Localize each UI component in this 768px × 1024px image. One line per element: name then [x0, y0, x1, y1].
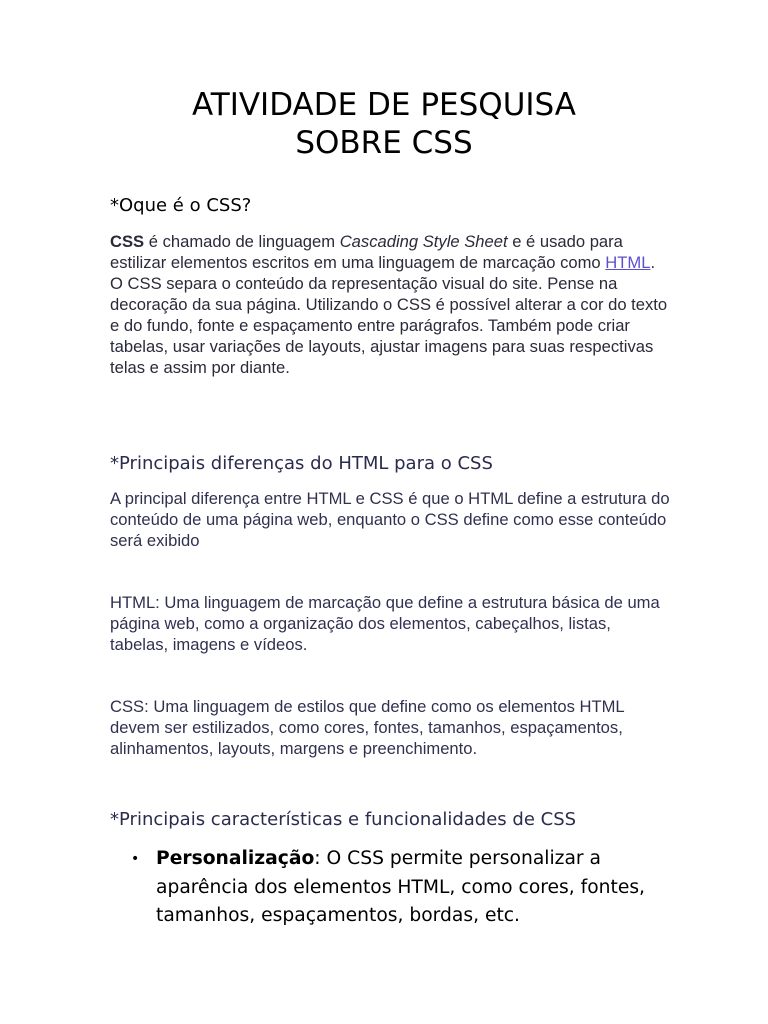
title-line-1: ATIVIDADE DE PESQUISA: [191, 87, 577, 123]
page-title: [60, 86, 708, 162]
html-link[interactable]: HTML: [605, 253, 651, 272]
css-description-paragraph: CSS: Uma linguagem de estilos que define como os elementos HTML devem ser estilizados, como cores, fontes, tamanhos, espaçamentos, alinhamentos, layouts, margens e preenchimento.: [110, 697, 625, 758]
feature-term-personalizacao: Personalização: [156, 848, 315, 869]
section-heading-what-is-css: *Oque é o CSS?: [110, 195, 252, 216]
paragraph-text-part-3: . O CSS separa o conteúdo da representação visual do site. Pense na decoração da sua página. Utilizando o CSS é possível alterar a cor do texto e do fundo, fonte e espaçamento entre parágrafos. Também pode criar tabelas, usar variações de layouts, ajustar imagens para suas respectivas telas e assim por diante.: [110, 253, 668, 377]
title-line-2: SOBRE CSS: [295, 125, 473, 161]
html-description-paragraph: HTML: Uma linguagem de marcação que define a estrutura básica de uma página web, como a organização dos elementos, cabeçalhos, listas, tabelas, imagens e vídeos.: [110, 593, 660, 654]
features-list: [110, 845, 670, 931]
paragraph-text-part-2: e é usado para estilizar elementos escritos em uma linguagem de marcação como: [110, 232, 623, 272]
paragraph-text-part-1: é chamado de linguagem: [144, 232, 340, 251]
main-difference-paragraph: A principal diferença entre HTML e CSS é que o HTML define a estrutura do conteúdo de uma página web, enquanto o CSS define como esse conteúdo será exibido: [110, 489, 670, 550]
feature-description: : O CSS permite personalizar a aparência dos elementos HTML, como cores, fontes, tamanhos, espaçamentos, bordas, etc.: [156, 848, 645, 926]
cascading-style-sheet-italic: Cascading Style Sheet: [339, 232, 508, 251]
section-heading-features: *Principais características e funcionalidades de CSS: [110, 809, 577, 830]
bullet-icon: •: [131, 851, 140, 867]
css-bold-term: CSS: [110, 232, 145, 251]
list-item: [110, 845, 670, 931]
section-heading-differences: *Principais diferenças do HTML para o CSS: [110, 453, 493, 474]
css-definition-paragraph: [110, 231, 670, 378]
